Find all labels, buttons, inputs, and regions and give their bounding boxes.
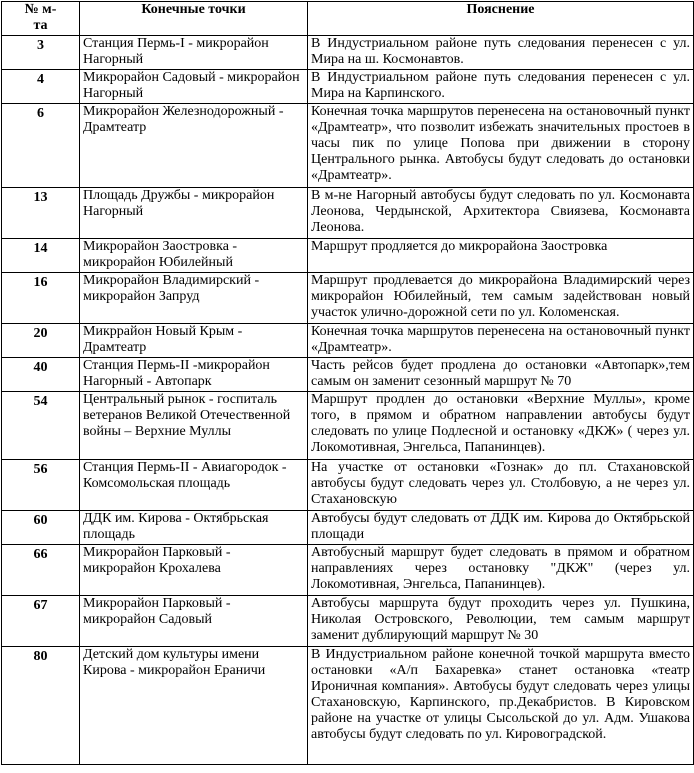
route-number: 40 — [2, 358, 80, 392]
table-row — [2, 70, 694, 104]
route-explanation: В Индустриальном районе путь следования перенесен с ул. Мира на Карпинского. — [308, 70, 694, 104]
route-explanation: Часть рейсов будет продлена до остановки «Автопарк»,тем самым он заменит сезонный маршрут № 70 — [308, 358, 694, 392]
route-number: 54 — [2, 392, 80, 460]
header-explanation: Пояснение — [308, 2, 694, 36]
route-explanation: Маршрут продлен до остановки «Верхние Муллы», кроме того, в прямом и обратном направлении автобусы будут следовать по улице Подлесной и остановку «ДКЖ» ( через ул. Локомотивная, Энгельса, Папанинцев). — [308, 392, 694, 460]
route-number: 66 — [2, 545, 80, 596]
route-explanation: На участке от остановки «Гознак» до пл. Стахановской автобусы будут следовать через ул. Столбовую, а не через ул. Стахановскую — [308, 460, 694, 511]
route-number: 20 — [2, 324, 80, 358]
table-row — [2, 511, 694, 545]
table-row — [2, 239, 694, 273]
route-end-points: Микрорайон Парковый - микрорайон Садовый — [80, 596, 308, 647]
route-end-points: Микрорайон Садовый - микрорайон Нагорный — [80, 70, 308, 104]
route-end-points: Площадь Дружбы - микрорайон Нагорный — [80, 188, 308, 239]
route-end-points: Микрорайон Железнодорожный - Драмтеатр — [80, 104, 308, 188]
route-number: 56 — [2, 460, 80, 511]
route-end-points: Микррайон Новый Крым - Драмтеатр — [80, 324, 308, 358]
route-number: 67 — [2, 596, 80, 647]
header-row — [2, 2, 694, 36]
table-row — [2, 273, 694, 324]
table-row — [2, 392, 694, 460]
route-number: 13 — [2, 188, 80, 239]
route-explanation: В Индустриальном районе конечной точкой маршрута вместо остановки «А/п Бахаревка» станет остановка «театр Ироничная компания». Автобусы будут следовать через улицы Стахановскую, Карпинского, пр.Декабристов. В Кировском районе на участке от улицы Сысольской до ул. Адм. Ушакова автобусы будут следовать по ул. Кировоградской. — [308, 647, 694, 765]
route-explanation: Маршрут продлевается до микрорайона Владимирский через микрорайон Юбилейный, тем самым задействован новый участок улично-дорожной сети по ул. Коломенская. — [308, 273, 694, 324]
route-end-points: Детский дом культуры имени Кирова - микрорайон Ераничи — [80, 647, 308, 765]
route-explanation: В Индустриальном районе путь следования перенесен с ул. Мира на ш. Космонавтов. — [308, 36, 694, 70]
table-row — [2, 545, 694, 596]
table-row — [2, 596, 694, 647]
route-explanation: Конечная точка маршрутов перенесена на остановочный пункт «Драмтеатр». — [308, 324, 694, 358]
route-end-points: Станция Пермь-II -микрорайон Нагорный - Автопарк — [80, 358, 308, 392]
route-number: 60 — [2, 511, 80, 545]
route-explanation: Конечная точка маршрутов перенесена на остановочный пункт «Драмтеатр», что позволит избежать значительных простоев в часы пик по улице Попова при движении в сторону Центрального рынка. Автобусы будут следовать до остановки «Драмтеатр». — [308, 104, 694, 188]
route-number: 6 — [2, 104, 80, 188]
table-row — [2, 358, 694, 392]
table-row — [2, 104, 694, 188]
table-row — [2, 647, 694, 765]
table-row — [2, 188, 694, 239]
route-end-points: Микрорайон Парковый - микрорайон Крохалева — [80, 545, 308, 596]
table-row — [2, 324, 694, 358]
route-number: 3 — [2, 36, 80, 70]
route-explanation: Маршрут продляется до микрорайона Заостровка — [308, 239, 694, 273]
route-explanation: Автобусный маршрут будет следовать в прямом и обратном направлениях через остановку "ДКЖ" (через ул. Локомотивная, Энгельса, Папанинцев). — [308, 545, 694, 596]
table-row — [2, 460, 694, 511]
table-header — [2, 2, 694, 36]
route-end-points: ДДК им. Кирова - Октябрьская площадь — [80, 511, 308, 545]
route-end-points: Станция Пермь-II - Авиагородок - Комсомольская площадь — [80, 460, 308, 511]
table-row — [2, 36, 694, 70]
header-end-points: Конечные точки — [80, 2, 308, 36]
table-body — [2, 36, 694, 765]
route-explanation: В м-не Нагорный автобусы будут следовать по ул. Космонавта Леонова, Чердынской, Архитектора Свиязева, Космонавта Леонова. — [308, 188, 694, 239]
route-end-points: Станция Пермь-I - микрорайон Нагорный — [80, 36, 308, 70]
route-explanation: Автобусы маршрута будут проходить через ул. Пушкина, Николая Островского, Революции, тем самым маршрут заменит дублирующий маршрут № 30 — [308, 596, 694, 647]
routes-table — [1, 1, 694, 765]
route-explanation: Автобусы будут следовать от ДДК им. Кирова до Октябрьской площади — [308, 511, 694, 545]
route-number: 16 — [2, 273, 80, 324]
route-number: 4 — [2, 70, 80, 104]
route-number: 80 — [2, 647, 80, 765]
route-number: 14 — [2, 239, 80, 273]
route-end-points: Микрорайон Владимирский - микрорайон Запруд — [80, 273, 308, 324]
header-route-number: № м-та — [2, 2, 80, 36]
route-end-points: Центральный рынок - госпиталь ветеранов Великой Отечественной войны – Верхние Муллы — [80, 392, 308, 460]
route-end-points: Микрорайон Заостровка - микрорайон Юбилейный — [80, 239, 308, 273]
